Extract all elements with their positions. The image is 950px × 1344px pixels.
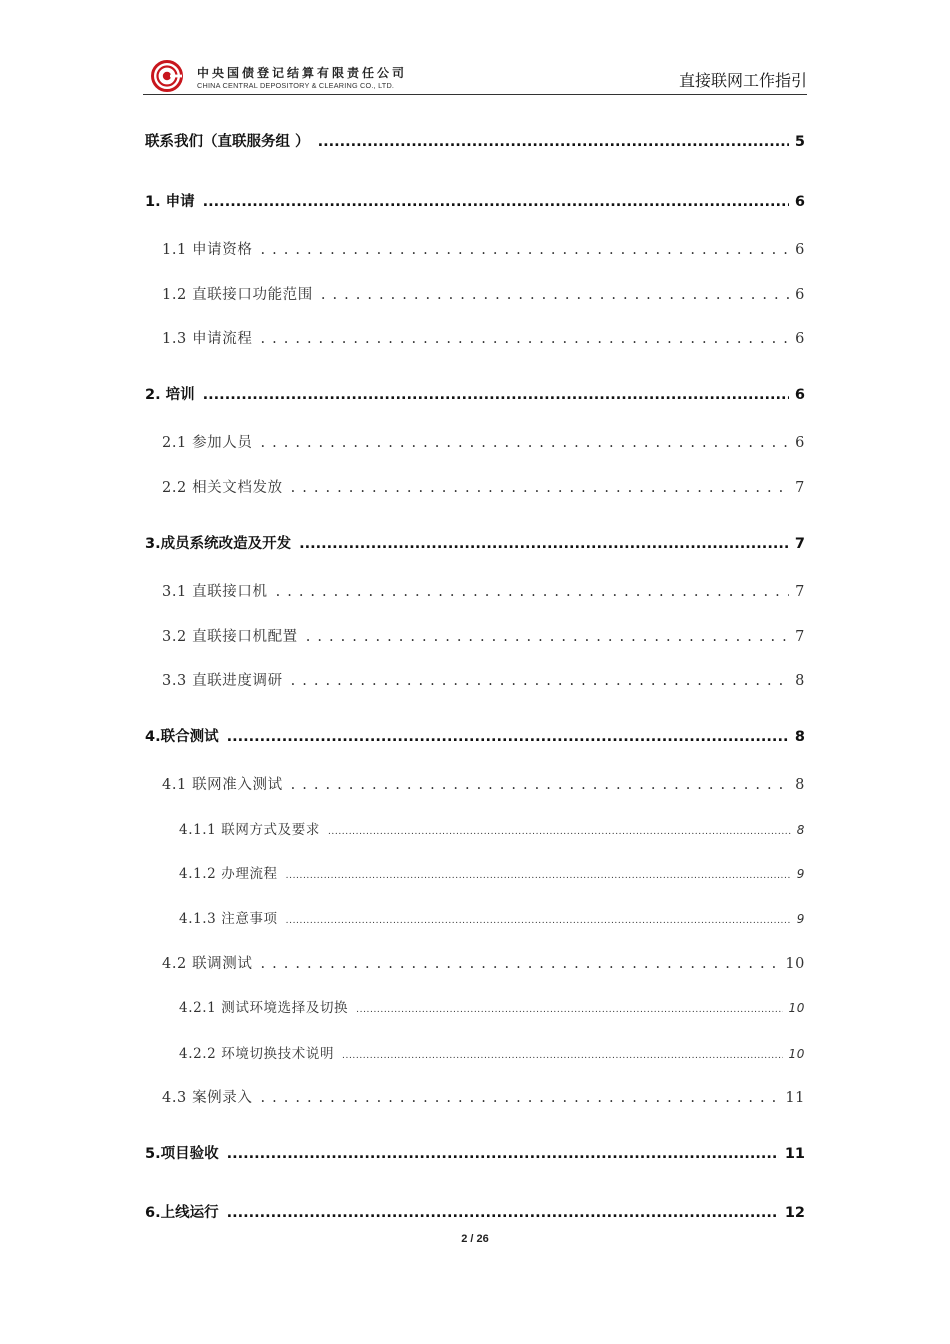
toc-page-number: 6 xyxy=(795,287,805,303)
toc-leader xyxy=(299,536,789,552)
toc-page-number: 6 xyxy=(795,331,805,347)
toc-entry-2[interactable] xyxy=(145,383,805,404)
toc-entry-2-1[interactable] xyxy=(162,431,805,452)
toc-entry-4-1[interactable] xyxy=(162,773,805,794)
toc-leader xyxy=(227,1146,779,1162)
toc-leader xyxy=(328,827,791,837)
toc-entry-3-3[interactable] xyxy=(162,669,805,690)
toc-entry-4-3[interactable] xyxy=(162,1086,805,1107)
toc-entry-title: 6.上线运行 xyxy=(145,1205,219,1221)
toc-entry-title: 联系我们（直联服务组 ） xyxy=(145,134,310,150)
toc-page-number: 9 xyxy=(796,867,805,881)
toc-entry-title: 3.成员系统改造及开发 xyxy=(145,536,292,552)
toc-leader xyxy=(291,673,790,689)
org-name-en: CHINA CENTRAL DEPOSITORY & CLEARING CO., LTD. xyxy=(197,81,395,90)
toc-entry-title: 5.项目验收 xyxy=(145,1146,219,1162)
toc-entry-title: 2. 培训 xyxy=(145,387,195,403)
org-name-cn: 中央国债登记结算有限责任公司 xyxy=(197,66,408,80)
toc-entry-title: 4.联合测试 xyxy=(145,729,219,745)
toc-entry-3[interactable] xyxy=(145,532,805,553)
toc-page-number: 10 xyxy=(788,1001,805,1015)
toc-leader xyxy=(286,871,791,881)
toc-page-number: 7 xyxy=(795,480,805,496)
toc-entry-title: 4.2.2 环境切换技术说明 xyxy=(179,1046,335,1062)
toc-entry-3-1[interactable] xyxy=(162,580,805,601)
page-indicator: 2 / 26 xyxy=(461,1233,489,1245)
toc-entry-title: 1. 申请 xyxy=(145,194,195,210)
toc-page-number: 8 xyxy=(796,823,805,837)
toc-entry-title: 2.2 相关文档发放 xyxy=(162,480,283,496)
toc-entry-4[interactable] xyxy=(145,725,805,746)
toc-entry-1-1[interactable] xyxy=(162,238,805,259)
toc-entry-4-1-1[interactable] xyxy=(179,818,805,838)
toc-page-number: 9 xyxy=(796,912,805,926)
toc-leader xyxy=(260,1090,779,1106)
toc-entry-1-3[interactable] xyxy=(162,327,805,348)
toc-page-number: 5 xyxy=(794,134,805,150)
toc-entry-title: 2.1 参加人员 xyxy=(162,435,253,451)
toc-page-number: 6 xyxy=(794,194,805,210)
toc-page-number: 6 xyxy=(795,435,805,451)
toc-leader xyxy=(260,331,789,347)
toc-page-number: 10 xyxy=(788,1047,805,1061)
toc-entry-4-2[interactable] xyxy=(162,952,805,973)
toc-entry-4-2-2[interactable] xyxy=(179,1042,805,1062)
toc-leader xyxy=(321,287,789,303)
toc-page-number: 11 xyxy=(785,1090,805,1106)
toc-page-number: 6 xyxy=(795,242,805,258)
toc-page-number: 7 xyxy=(795,629,805,645)
toc-entry-title: 1.2 直联接口功能范围 xyxy=(162,287,313,303)
toc-leader xyxy=(203,387,789,403)
toc-entry-title: 4.1.1 联网方式及要求 xyxy=(179,822,320,838)
company-logo-icon xyxy=(147,60,187,92)
toc-leader xyxy=(291,777,790,793)
toc-entry-title: 3.3 直联进度调研 xyxy=(162,673,283,689)
toc-entry-title: 4.3 案例录入 xyxy=(162,1090,253,1106)
toc-leader xyxy=(356,1005,782,1015)
toc-page-number: 11 xyxy=(784,1146,805,1162)
toc-leader xyxy=(260,956,779,972)
toc-page-number: 7 xyxy=(795,584,805,600)
toc-page-number: 12 xyxy=(784,1205,805,1221)
toc-entry-contact[interactable] xyxy=(145,130,805,151)
toc-entry-4-1-3[interactable] xyxy=(179,907,805,927)
toc-leader xyxy=(286,916,791,926)
toc-page-number: 10 xyxy=(785,956,805,972)
toc-leader xyxy=(203,194,789,210)
toc-entry-title: 4.1.3 注意事项 xyxy=(179,911,278,927)
toc-leader xyxy=(260,242,789,258)
toc-entry-title: 3.2 直联接口机配置 xyxy=(162,629,298,645)
toc-leader xyxy=(306,629,789,645)
toc-entry-1[interactable] xyxy=(145,190,805,211)
toc-entry-4-1-2[interactable] xyxy=(179,862,805,882)
toc-leader xyxy=(291,480,790,496)
toc-page-number: 8 xyxy=(794,729,805,745)
toc-entry-title: 4.1.2 办理流程 xyxy=(179,866,278,882)
toc-leader xyxy=(227,1205,779,1221)
toc-entry-title: 4.2.1 测试环境选择及切换 xyxy=(179,1000,349,1016)
toc-leader xyxy=(342,1051,782,1061)
toc-entry-1-2[interactable] xyxy=(162,283,805,304)
toc-page-number: 7 xyxy=(794,536,805,552)
toc-entry-2-2[interactable] xyxy=(162,476,805,497)
toc-leader xyxy=(276,584,790,600)
toc-page-number: 8 xyxy=(795,673,805,689)
toc-entry-4-2-1[interactable] xyxy=(179,996,805,1016)
toc-leader xyxy=(227,729,789,745)
toc-entry-title: 4.2 联调测试 xyxy=(162,956,253,972)
toc-entry-5[interactable] xyxy=(145,1142,805,1163)
toc-entry-title: 3.1 直联接口机 xyxy=(162,584,268,600)
toc-page-number: 6 xyxy=(794,387,805,403)
toc-entry-title: 4.1 联网准入测试 xyxy=(162,777,283,793)
toc-leader xyxy=(318,134,789,150)
toc-entry-title: 1.1 申请资格 xyxy=(162,242,253,258)
toc-entry-6[interactable] xyxy=(145,1201,805,1222)
toc-entry-title: 1.3 申请流程 xyxy=(162,331,253,347)
document-title: 直接联网工作指引 xyxy=(678,71,807,90)
toc-leader xyxy=(260,435,789,451)
page-header xyxy=(143,58,807,95)
toc-entry-3-2[interactable] xyxy=(162,625,805,646)
toc-page-number: 8 xyxy=(795,777,805,793)
